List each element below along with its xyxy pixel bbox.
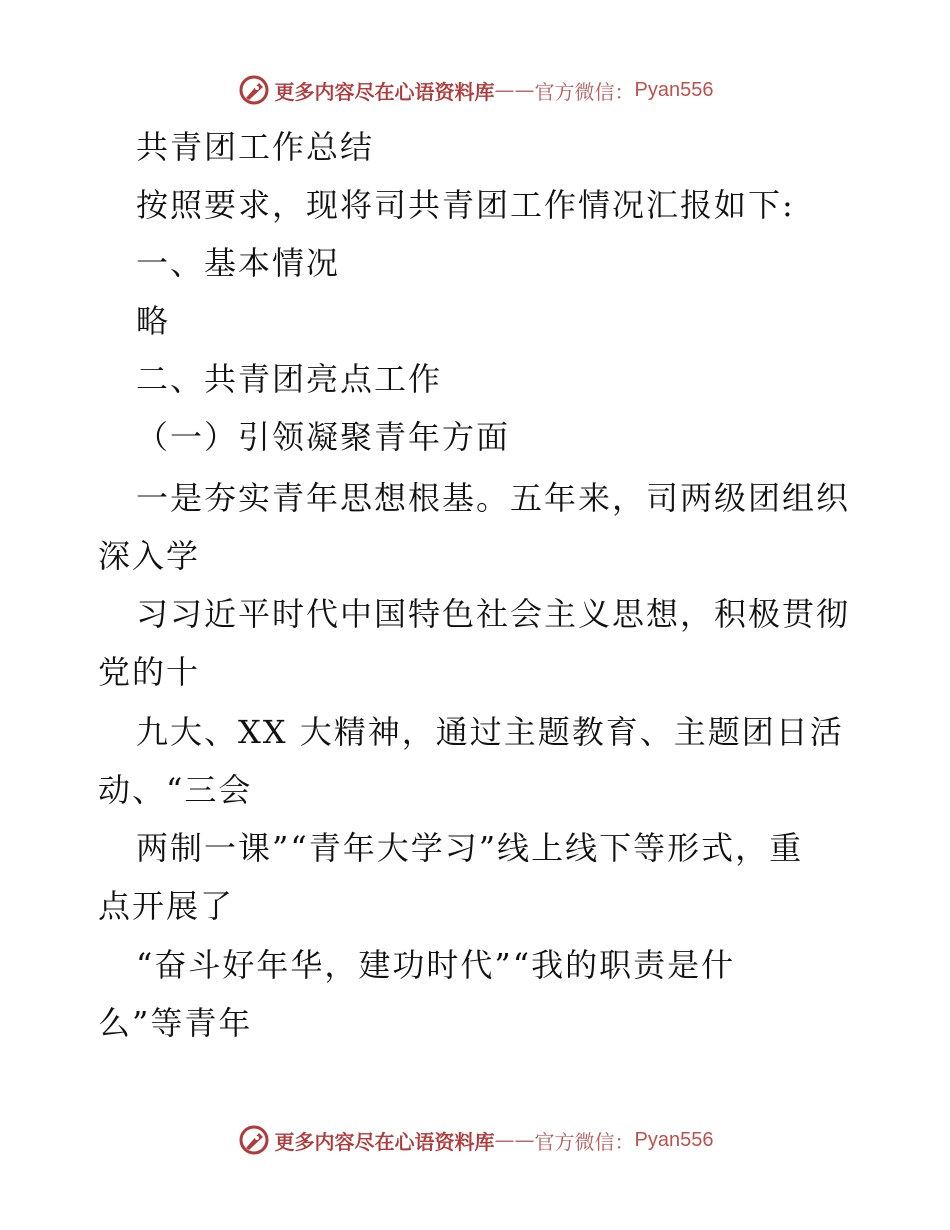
- section2-heading: 二、共青团亮点工作: [136, 360, 443, 398]
- document-title: 共青团工作总结: [136, 128, 375, 166]
- body-line: 深入学: [98, 537, 201, 575]
- subsection1-heading: （一）引领凝聚青年方面: [136, 418, 511, 456]
- header-banner: [0, 70, 950, 110]
- body-line: 点开展了: [98, 887, 235, 925]
- intro-paragraph: 按照要求，现将司共青团工作情况汇报如下:: [136, 186, 795, 224]
- banner-wechat-label: 官方微信：: [534, 1129, 635, 1154]
- body-line: “奋斗好年华，建功时代”“我的职责是什: [136, 946, 736, 984]
- banner-wechat-label: 官方微信：: [534, 79, 635, 104]
- body-line: 两制一课”“青年大学习”线上线下等形式，重: [136, 829, 804, 867]
- section1-heading: 一、基本情况: [136, 244, 341, 282]
- section1-body: 略: [136, 302, 171, 340]
- banner-site-text: 更多内容尽在心语资料库: [274, 1129, 495, 1154]
- pen-nib-logo-icon: [237, 1123, 271, 1157]
- banner-dash: ——: [494, 1128, 535, 1152]
- banner-wechat-id: Pyan556: [634, 78, 714, 101]
- footer-banner: [0, 1120, 950, 1160]
- body-line: 一是夯实青年思想根基。五年来，司两级团组织: [136, 479, 851, 517]
- banner-site-text: 更多内容尽在心语资料库: [274, 79, 495, 104]
- banner-dash: ——: [494, 78, 535, 102]
- pen-nib-logo-icon: [237, 73, 271, 107]
- body-line: 动、“三会: [98, 771, 253, 809]
- banner-wechat-id: Pyan556: [634, 1128, 714, 1151]
- body-line: 九大、XX 大精神，通过主题教育、主题团日活: [136, 713, 844, 751]
- body-line: 习习近平时代中国特色社会主义思想，积极贯彻: [136, 595, 851, 633]
- body-line: 么”等青年: [98, 1004, 253, 1042]
- body-line: 党的十: [98, 653, 201, 691]
